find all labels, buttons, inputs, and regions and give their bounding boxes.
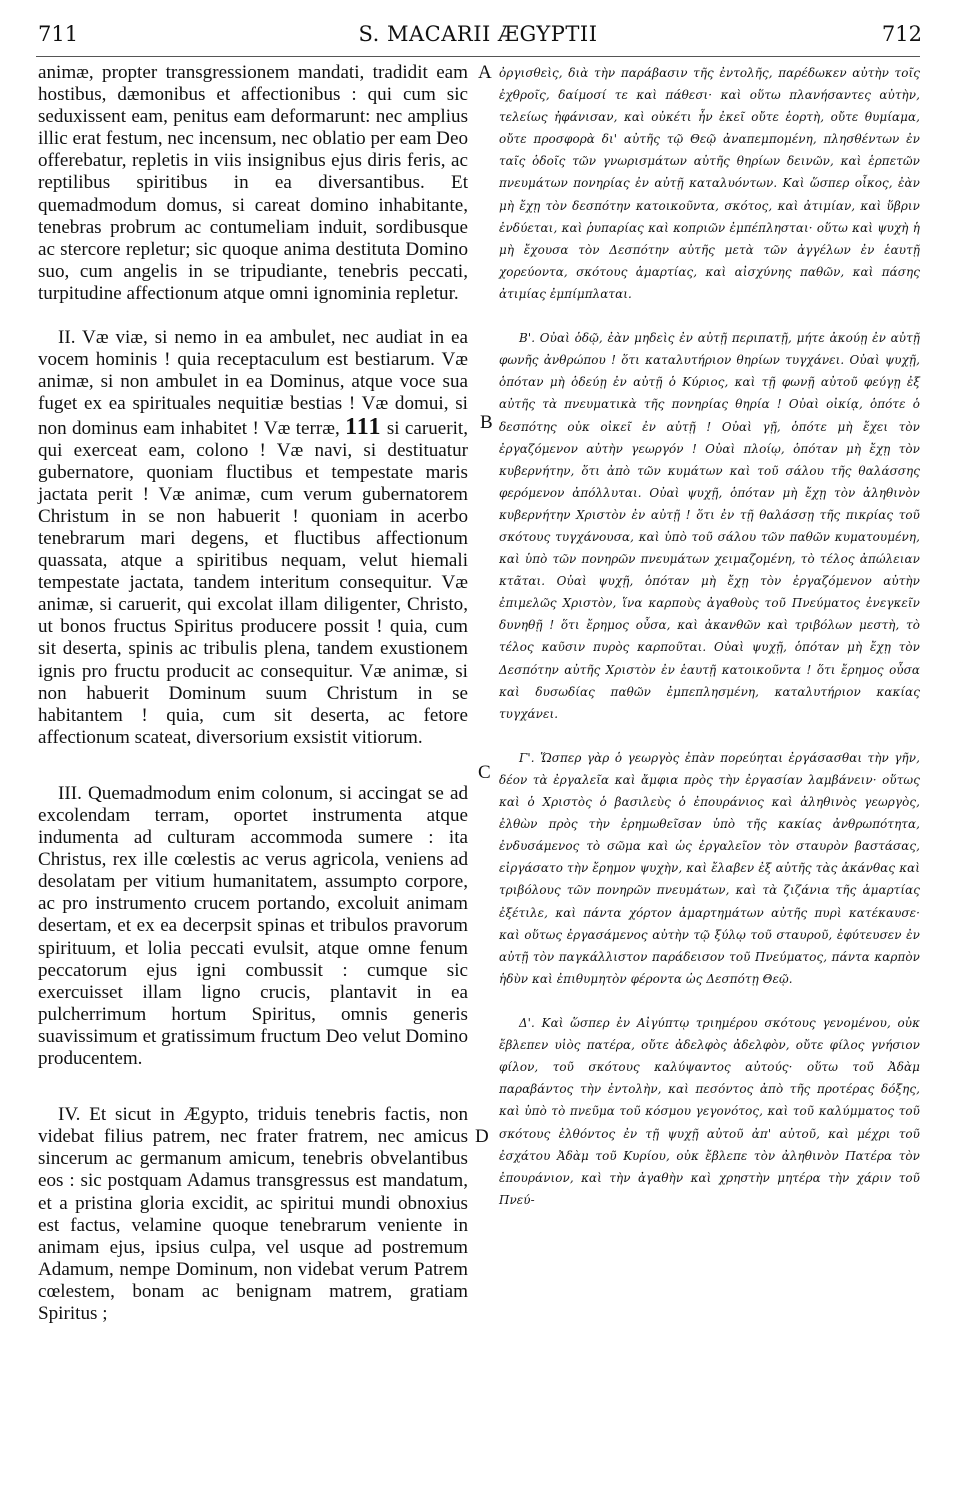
spacer (38, 749, 468, 783)
greek-paragraph-3: Γ'. Ὥσπερ γὰρ ὁ γεωργὸς ἐπὰν πορεύηται ἐργάσασθαι τὴν γῆν, δέον τὰ ἐργαλεῖα καὶ ἄμφια πρὸς τὴν ἐργασίαν λαμβάνειν· οὕτως καὶ ὁ Χριστὸς ὁ βασιλεὺς ὁ ἐπουράνιος καὶ ἀληθινὸς γεωργὸς, ἐλθὼν πρὸς τὴν ἐρημωθεῖσαν ὑπὸ τῆς κακίας ἀνθρωπότητα, ἐνδυσάμενος τὸ σῶμα καὶ ὡς ἐργαλεῖον τὸν σταυρὸν βαστάσας, εἰργάσατο τὴν ἔρημον ψυχὴν, καὶ ἔλαβεν ἐξ αὐτῆς τὰς ἀκάνθας καὶ τριβόλους τῶν πονηρῶν πνευμάτων, καὶ τὰ ζιζάνια τῆς ἁμαρτίας ἐξέτιλε, καὶ πάντα χόρτον ἁμαρτημάτων αὐτῆς πυρὶ κατέκαυσε· καὶ οὕτως ἐργασάμενος αὐτὴν τῷ ξύλῳ τοῦ σταυροῦ, ἐφύτευσεν ἐν αὐτῇ τὸν παγκάλλιστον παράδεισον τοῦ Πνεύματος, πάντα καρπὸν ἡδὺν καὶ ἐπιθυμητὸν φέροντα ὡς Δεσπότῃ Θεῷ. (499, 750, 920, 986)
latin-column (38, 62, 468, 1325)
column-number: 111 (345, 413, 382, 440)
latin-paragraph-2 (38, 327, 468, 749)
spacer (38, 305, 468, 327)
greek-column (499, 62, 920, 1211)
latin-paragraph-1: animæ, propter transgressionem mandati, tradidit eam hostibus, dæmonibus et affectionibus : qui cum sic seduxissent eam, penitus eam deformarunt: nec amplius illic erat festum, nec incensum, nec oblatio per eam Deo offerebatur, repletis in viis insignibus ejus diris feris, ac reptilibus spiritibus in ea diversantibus. Et quemadmodum domus, si careat domino inhabitante, tenebras probrum ac contumeliam induit, sordibusque ac stercore repletur; sic quoque anima destituta Domino suo, cum angelis in se tripudiante, tenebris peccati, turpitudine affectionum atque omni ignominia repletur. (38, 62, 468, 304)
greek-paragraph-2: Β'. Οὐαὶ ὁδῷ, ἐὰν μηδεὶς ἐν αὐτῇ περιπατῇ, μήτε ἀκούῃ ἐν αὐτῇ φωνῆς ἀνθρώπου ! ὅτι καταλυτήριον θηρίων τυγχάνει. Οὐαὶ ψυχῇ, ὁπόταν μὴ ὁδεύῃ ἐν αὐτῇ ὁ Κύριος, καὶ τῇ φωνῇ αὐτοῦ φεύγῃ ἐξ αὐτῆς τὰ πνευματικὰ τῆς πονηρίας θηρία ! Οὐαὶ οἰκίᾳ, ὁπότε ὁ δεσπότης οὐκ οἰκεῖ ἐν αὐτῇ ! Οὐαὶ γῇ, ὁπότε μὴ ἔχει τὸν ἐργαζόμενον αὐτὴν γεωργόν ! Οὐαὶ πλοίῳ, ὁπόταν μὴ ἔχῃ τὸν κυβερνήτην, ὅτι ἀπὸ τῶν κυμάτων καὶ τοῦ σάλου τῆς θαλάσσης φερόμενον ἀπόλλυται. Οὐαὶ ψυχῇ, ὁπόταν μὴ ἔχῃ τὸν ἀληθινὸν κυβερνήτην Χριστὸν ἐν αὐτῇ ! ὅτι ἐν τῇ θαλάσσῃ τῆς πικρίας τοῦ σκότους τυγχάνουσα, καὶ ὑπὸ τοῦ σάλου τῶν παθῶν κυματουμένη, καὶ ὑπὸ τῶν πονηρῶν πνευμάτων χειμαζομένη, τὸ τέλος ἀπώλειαν κτᾶται. Οὐαὶ ψυχῇ, ὁπόταν μὴ ἔχῃ τὸν ἐργαζόμενον αὐτὴν ἐπιμελῶς Χριστὸν, ἵνα καρποὺς ἀγαθοὺς τοῦ Πνεύματος ἐνεγκεῖν δυνηθῇ ! ὅτι ἔρημος οὖσα, καὶ ἀκανθῶν καὶ τριβόλων μεστὴ, τὸ τέλος καῦσιν πυρὸς καρποῦται. Οὐαὶ ψυχῇ, ὁπόταν μὴ ἔχῃ τὸν Δεσπότην αὐτῆς Χριστὸν ἐν ἑαυτῇ κατοικοῦντα ! ὅτι ἔρημος οὖσα καὶ δυσωδίας παθῶν ἐμπεπλησμένη, καταλυτήριον κακίας τυγχάνει. (499, 331, 920, 721)
greek-paragraph-1: ὀργισθεὶς, διὰ τὴν παράβασιν τῆς ἐντολῆς, παρέδωκεν αὐτὴν τοῖς ἐχθροῖς, δαίμοσί τε καὶ πάθεσι· καὶ οὕτω πλανήσαντες αὐτὴν, τελείως ἠφάνισαν, καὶ οὐκέτι ἦν ἐκεῖ οὔτε ἑορτὴ, οὔτε θυμίαμα, οὔτε προσφορὰ δι' αὐτῆς τῷ Θεῷ ἀναπεμπομένη, πλησθέντων ἐν ταῖς ὁδοῖς τῶν γνωρισμάτων αὐτῆς θηρίων δεινῶν, καὶ ἑρπετῶν πνευμάτων πονηρίας ἐν αὐτῇ καταλυόντων. Καὶ ὥσπερ οἶκος, ἐὰν μὴ ἔχῃ τὸν δεσπότην κατοικοῦντα, σκότος, καὶ ἀτιμίαν, καὶ ὕβριν ἐνδύεται, καὶ ῥυπαρίας καὶ κοπριῶν ἐμπέπλησται· οὕτω καὶ ψυχὴ ἡ μὴ ἔχουσα τὸν Δεσπότην αὐτῆς μετὰ τῶν ἀγγέλων ἐν ἑαυτῇ χορεύοντα, σκότους ἁμαρτίας, καὶ αἰσχύνης παθῶν, καὶ πάσης ἀτιμίας ἐμπίμπλαται. (499, 66, 920, 301)
latin-paragraph-4: IV. Et sicut in Ægypto, triduis tenebris factis, non videbat filius patrem, nec frater fratrem, nec amicus sincerum ac germanum amicum, tenebris obvelantibus eos : sic postquam Adamus transgressus est mandatum, et a pristina gloria excidit, ac spiritui mundi obnoxius est factus, velamine quoque tenebrarum veniente in animam ejus, ipsius culpa, vel usque ad postremum Adamum, nempe Dominum, non videbat verum Patrem cœlestem, bonam ac benignam matrem, gratiam Spiritus ; (38, 1104, 468, 1324)
header-rule (36, 56, 920, 57)
margin-letter-b: B (480, 412, 493, 433)
spacer (499, 725, 920, 747)
latin-paragraph-3: III. Quemadmodum enim colonum, si accingat se ad excolendam terram, oportet instrumenta atque indumenta ad culturam accommoda sumere : ita Christus, rex ille cœlestis ac verus agricola, veniens ad desolatam per vitium humanitatem, assumpto corpore, ac pro instrumento crucem portando, excoluit animam desertam, et ex ea decerpsit spinas et tribulos pravorum spirituum, et lolia peccati evulsit, atque omne fenum peccatorum ejus igni combussit : cumque sic exercuisset illam ligno crucis, plantavit in ea pulcherrimum hortum Spiritus, omnis generis suavissimum et gratissimum fructum Deo velut Domino producentem. (38, 782, 468, 1070)
spacer (38, 1070, 468, 1104)
spacer (499, 990, 920, 1012)
spacer (499, 305, 920, 327)
greek-paragraph-4: Δ'. Καὶ ὥσπερ ἐν Αἰγύπτῳ τριημέρου σκότους γενομένου, οὐκ ἔβλεπεν υἱὸς πατέρα, οὔτε ἀδελφὸς ἀδελφὸν, οὔτε φίλος γνήσιον φίλον, τοῦ σκότους καλύψαντος αὐτούς· οὕτω τοῦ Ἀδὰμ παραβάντος τὴν ἐντολὴν, καὶ πεσόντος ἀπὸ τῆς προτέρας δόξης, καὶ ὑπὸ τὸ πνεῦμα τοῦ κόσμου γεγονότος, καὶ τοῦ καλύμματος τοῦ σκότους ἐλθόντος ἐν τῇ ψυχῇ αὐτοῦ ἀπ' αὐτοῦ, καὶ μέχρι τοῦ ἐσχάτου Ἀδὰμ τοῦ Κυρίου, οὐκ ἔβλεπε τὸν ἀληθινὸν Πατέρα τὸν ἐπουράνιον, καὶ τὴν ἀγαθὴν καὶ χρηστὴν μητέρα τὴν χάριν τοῦ Πνεύ- (499, 1016, 920, 1207)
margin-letter-c: C (478, 762, 491, 783)
page-number-right: 712 (881, 22, 922, 46)
margin-letter-a: A (478, 62, 492, 83)
latin-paragraph-2b: si caruerit, qui exerceat eam, colono ! Væ navi, si destituatur gubernatore, quoniam fluctibus et tempestate maris jactata perit ! Væ animæ, cum verum gubernatorem Christum in se non habuerit ! quoniam in acerbo tenebrarum mari degens, et fluctibus affectionum quassata, atque a spiritibus nequam, velut hiemali tempestate jactata, tandem interitum consequitur. Væ animæ, si caruerit, qui excolat illam diligenter, Christo, ut bonos fructus Spiritus producere possit ! quia, cum sit deserta, spinis ac tribulis plena, tandem exustionem ignis pro fructu producit ac consequitur. Væ animæ, si non habuerit Dominum suum Christum in se habitantem ! quia, cum sit deserta, ac fetore affectionum scateat, diversorium exsistit vitiorum. (38, 417, 468, 748)
latin-paragraph-2a: II. Væ viæ, si nemo in ea ambulet, nec audiat in ea vocem hominis ! quia receptaculum est bestiarum. Væ animæ, si non ambulet in ea Dominus, atque voce sua fuget ex ea spirituales nequitiæ bestias ! Væ domui, si non dominus eam inhabitet ! Væ terræ, (38, 327, 468, 439)
running-title: S. MACARII ÆGYPTII (358, 22, 598, 46)
page-number-left: 711 (38, 22, 79, 46)
margin-letter-d: D (475, 1126, 489, 1147)
